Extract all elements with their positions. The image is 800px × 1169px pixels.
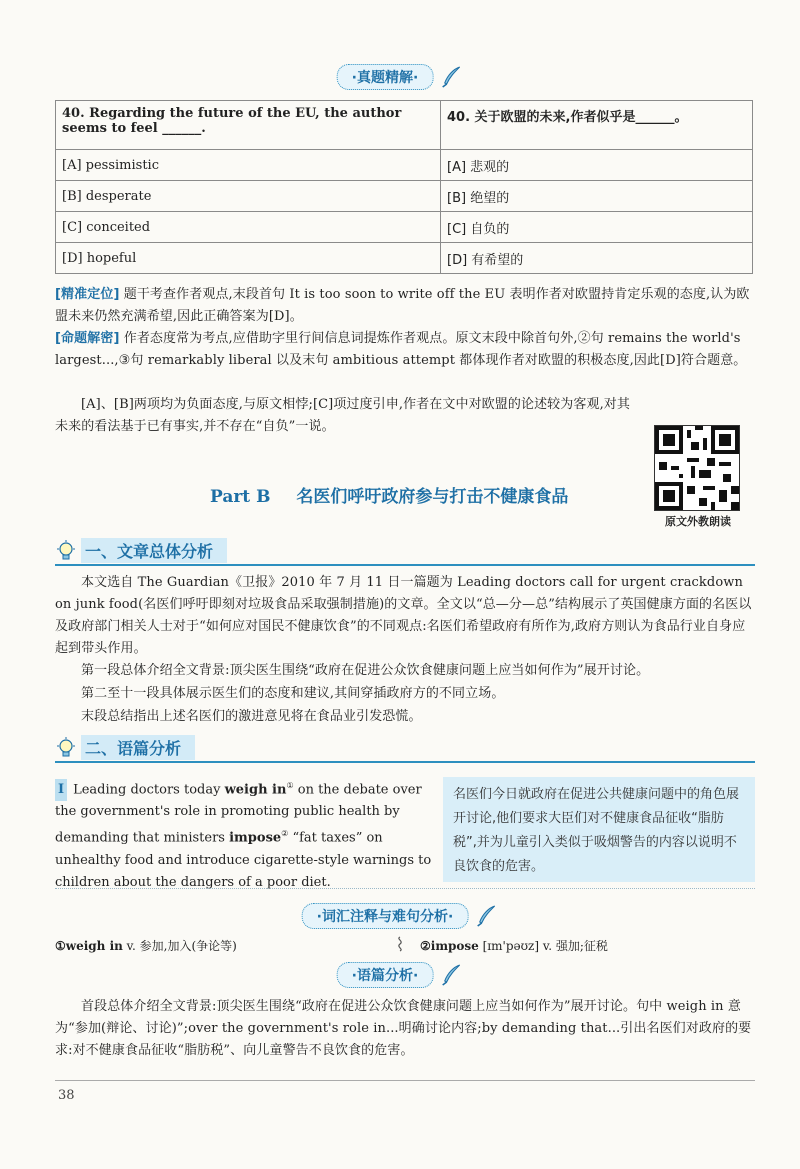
section-pill-discourse bbox=[337, 962, 464, 988]
part-title-text: 名医们呼吁政府参与打击不健康食品 bbox=[296, 487, 569, 507]
quill-pen-icon bbox=[439, 65, 463, 89]
tag-decode: [命题解密] bbox=[55, 331, 120, 346]
analysis-precise bbox=[55, 284, 755, 328]
section-pill-vocab bbox=[302, 903, 499, 929]
option-zh: [C] 自负的 bbox=[441, 212, 753, 243]
pill-label: ·真题精解· bbox=[337, 64, 434, 90]
table-row bbox=[56, 150, 753, 181]
vocab-weigh-in: weigh in bbox=[224, 782, 287, 798]
overall-paragraph-1: 本文选自 The Guardian《卫报》2010 年 7 月 11 日一篇题为 Leading doctors call for urgent crackdown on junk food(名医们呼吁即刻对垃圾食品采取强制措施)的文章。全文以“总—分—总”结构展示了英国健康方面的名医以及政府部门相关人士对于“如何应对国民不健康饮食”的不同观点:名医们希望政府有所作为,政府方则认为食品行业自身应起到带头作用。 bbox=[55, 575, 752, 656]
option-en: [D] hopeful bbox=[56, 243, 441, 274]
table-row bbox=[56, 101, 753, 150]
table-row bbox=[56, 181, 753, 212]
option-en: [B] desperate bbox=[56, 181, 441, 212]
pill-label: ·词汇注释与难句分析· bbox=[302, 903, 469, 929]
excerpt-part: on the debate over the government's role in promoting public health by demanding that ministers bbox=[55, 782, 422, 846]
question-en: 40. Regarding the future of the EU, the author seems to feel ______. bbox=[56, 101, 441, 150]
overall-paragraph-4: 末段总结指出上述名医们的激进意见将在食品业引发恐慌。 bbox=[81, 709, 422, 724]
spiral-divider-icon bbox=[395, 936, 405, 952]
dotted-divider bbox=[55, 888, 755, 889]
page-number: 38 bbox=[58, 1088, 75, 1103]
option-zh: [B] 绝望的 bbox=[441, 181, 753, 212]
option-en: [C] conceited bbox=[56, 212, 441, 243]
pill-label: ·语篇分析· bbox=[337, 962, 434, 988]
quill-pen-icon bbox=[439, 963, 463, 987]
question-zh: 40. 关于欧盟的未来,作者似乎是______。 bbox=[441, 101, 753, 150]
section-pill-exam-analysis bbox=[337, 64, 464, 90]
option-zh: [D] 有希望的 bbox=[441, 243, 753, 274]
vocab-word: ②impose bbox=[420, 939, 479, 953]
translation-box: 名医们今日就政府在促进公共健康问题中的角色展开讨论,他们要求大臣们对不健康食品征收“脂肪税”,并为儿童引入类似于吸烟警告的内容以说明不良饮食的危害。 bbox=[443, 777, 755, 882]
tag-precise: [精准定位] bbox=[55, 287, 120, 302]
analysis-text-3: [A]、[B]两项均为负面态度,与原文相悖;[C]项过度引申,作者在文中对欧盟的论述较为客观,对其未来的看法基于已有事实,并不存在“自负”一说。 bbox=[55, 397, 630, 434]
vocab-word: ①weigh in bbox=[55, 939, 123, 953]
english-excerpt bbox=[55, 775, 433, 894]
vocab-note-2 bbox=[420, 937, 608, 954]
option-zh: [A] 悲观的 bbox=[441, 150, 753, 181]
vocab-impose: impose bbox=[229, 830, 282, 846]
table-row bbox=[56, 212, 753, 243]
heading-text: 一、文章总体分析 bbox=[81, 538, 227, 563]
section-heading-discourse bbox=[55, 735, 755, 763]
excerpt-part: “fat taxes” on unhealthy food and introduce cigarette-style warnings to children about the dangers of a poor diet. bbox=[55, 830, 432, 890]
analysis-text-2: 作者态度常为考点,应借助字里行间信息词提炼作者观点。原文末段中除首句外,②句 remains the world's largest...,③句 remarkably liberal 以及末句 ambitious attempt 都体现作者对欧盟的积极态度,因此[D]符合题意。 bbox=[55, 331, 747, 368]
question-table bbox=[55, 100, 753, 274]
table-row bbox=[56, 243, 753, 274]
discourse-paragraph: 首段总体介绍全文背景:顶尖医生围绕“政府在促进公众饮食健康问题上应当如何作为”展开讨论。句中 weigh in 意为“参加(辩论、讨论)”;over the government's role in...明确讨论内容;by demanding that...引出名医们对政府的要求:对不健康食品征收“脂肪税”、向儿童警告不良饮食的危害。 bbox=[55, 999, 752, 1058]
part-label: Part B bbox=[210, 487, 271, 507]
quill-pen-icon bbox=[474, 904, 498, 928]
qr-code-icon[interactable] bbox=[654, 425, 740, 511]
vocab-note-1 bbox=[55, 937, 237, 954]
overall-paragraph-2: 第一段总体介绍全文背景:顶尖医生围绕“政府在促进公众饮食健康问题上应当如何作为”展开讨论。 bbox=[81, 663, 650, 678]
qr-caption: 原文外教朗读 bbox=[665, 515, 731, 528]
lightbulb-icon bbox=[55, 540, 77, 562]
excerpt-part: Leading doctors today bbox=[73, 782, 225, 798]
section-heading-overall bbox=[55, 538, 755, 566]
lightbulb-icon bbox=[55, 737, 77, 759]
vocab-definition: [ɪm'pəʊz] v. 强加;征税 bbox=[478, 939, 608, 953]
option-en: [A] pessimistic bbox=[56, 150, 441, 181]
analysis-text-1: 题干考查作者观点,末段首句 It is too soon to write off the EU 表明作者对欧盟持肯定乐观的态度,认为欧盟未来仍然充满希望,因此正确答案为[D]。 bbox=[55, 287, 750, 324]
vocab-definition: v. 参加,加入(争论等) bbox=[122, 939, 237, 953]
analysis-decode bbox=[55, 328, 755, 372]
part-title bbox=[210, 482, 568, 507]
heading-text: 二、语篇分析 bbox=[81, 735, 195, 760]
paragraph-number: I bbox=[55, 779, 67, 801]
overall-paragraph-3: 第二至十一段具体展示医生们的态度和建议,其间穿插政府方的不同立场。 bbox=[81, 686, 505, 701]
footnote-marker: ② bbox=[281, 829, 289, 839]
footnote-marker: ① bbox=[286, 781, 294, 790]
footer-rule bbox=[55, 1080, 755, 1081]
